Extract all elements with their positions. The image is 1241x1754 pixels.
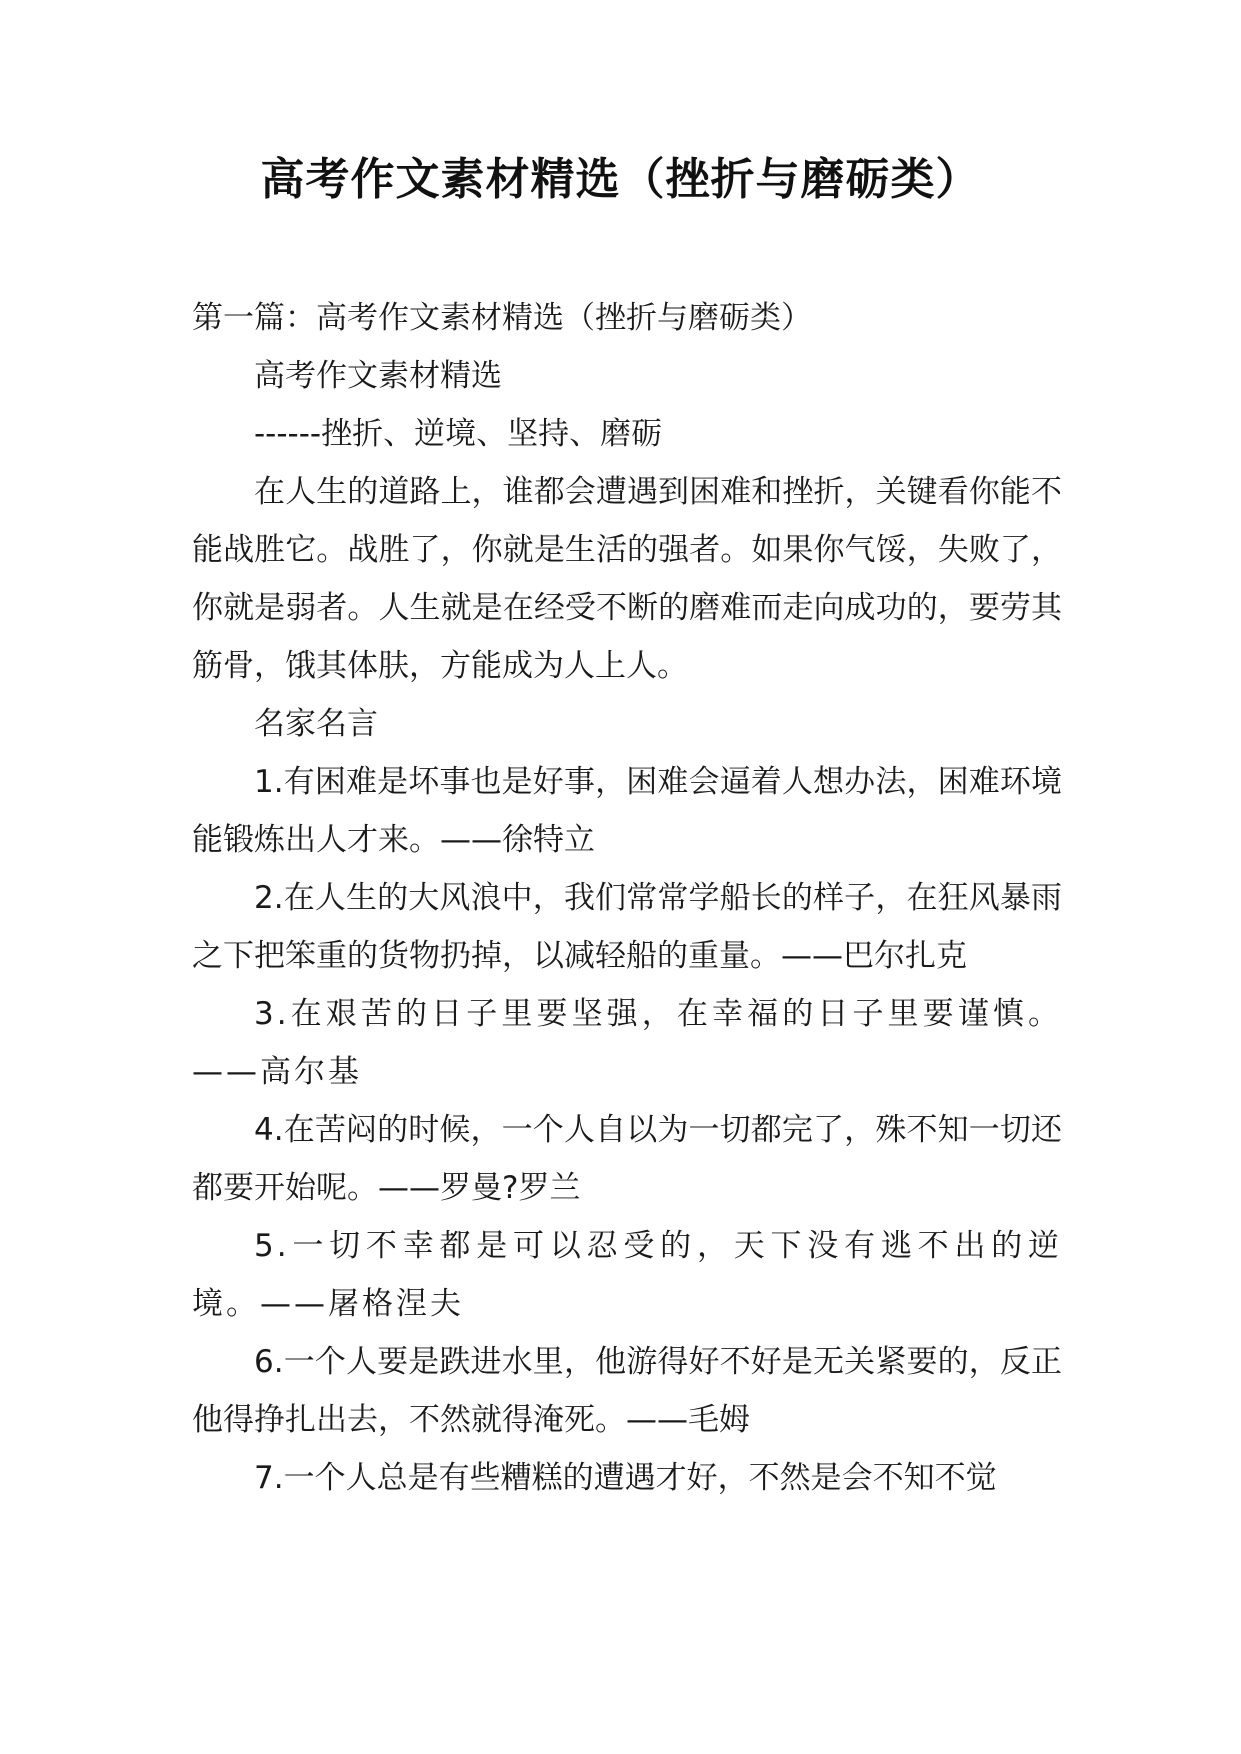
paragraph: 在人生的道路上，谁都会遭遇到困难和挫折，关键看你能不能战胜它。战胜了，你就是生活的强者。如果你气馁，失败了，你就是弱者。人生就是在经受不断的磨难而走向成功的，要劳其筋骨，饿其体肤，方能成为人上人。 [192, 474, 1062, 684]
paragraph: 2.在人生的大风浪中，我们常常学船长的样子，在狂风暴雨之下把笨重的货物扔掉，以减轻船的重量。——巴尔扎克 [192, 880, 1062, 974]
paragraph: 1.有困难是坏事也是好事，困难会逼着人想办法，困难环境能锻炼出人才来。——徐特立 [192, 764, 1062, 858]
paragraph: 5.一切不幸都是可以忍受的，天下没有逃不出的逆境。——屠格涅夫 [192, 1228, 1062, 1322]
paragraph: 6.一个人要是跌进水里，他游得好不好是无关紧要的，反正他得挣扎出去，不然就得淹死。——毛姆 [192, 1344, 1062, 1438]
document-body [192, 289, 1062, 1507]
document-title: 高考作文素材精选（挫折与磨砺类） [260, 154, 981, 205]
paragraph: 4.在苦闷的时候，一个人自以为一切都完了，殊不知一切还都要开始呢。——罗曼?罗兰 [192, 1112, 1062, 1206]
paragraph: 高考作文素材精选 [254, 358, 502, 394]
paragraph: 名家名言 [254, 706, 378, 742]
paragraph: 7.一个人总是有些糟糕的遭遇才好，不然是会不知不觉 [254, 1460, 997, 1496]
paragraph: 3.在艰苦的日子里要坚强，在幸福的日子里要谨慎。——高尔基 [192, 996, 1062, 1090]
paragraph: ------挫折、逆境、坚持、磨砺 [254, 416, 663, 452]
paragraph: 第一篇：高考作文素材精选（挫折与磨砺类） [192, 300, 812, 336]
